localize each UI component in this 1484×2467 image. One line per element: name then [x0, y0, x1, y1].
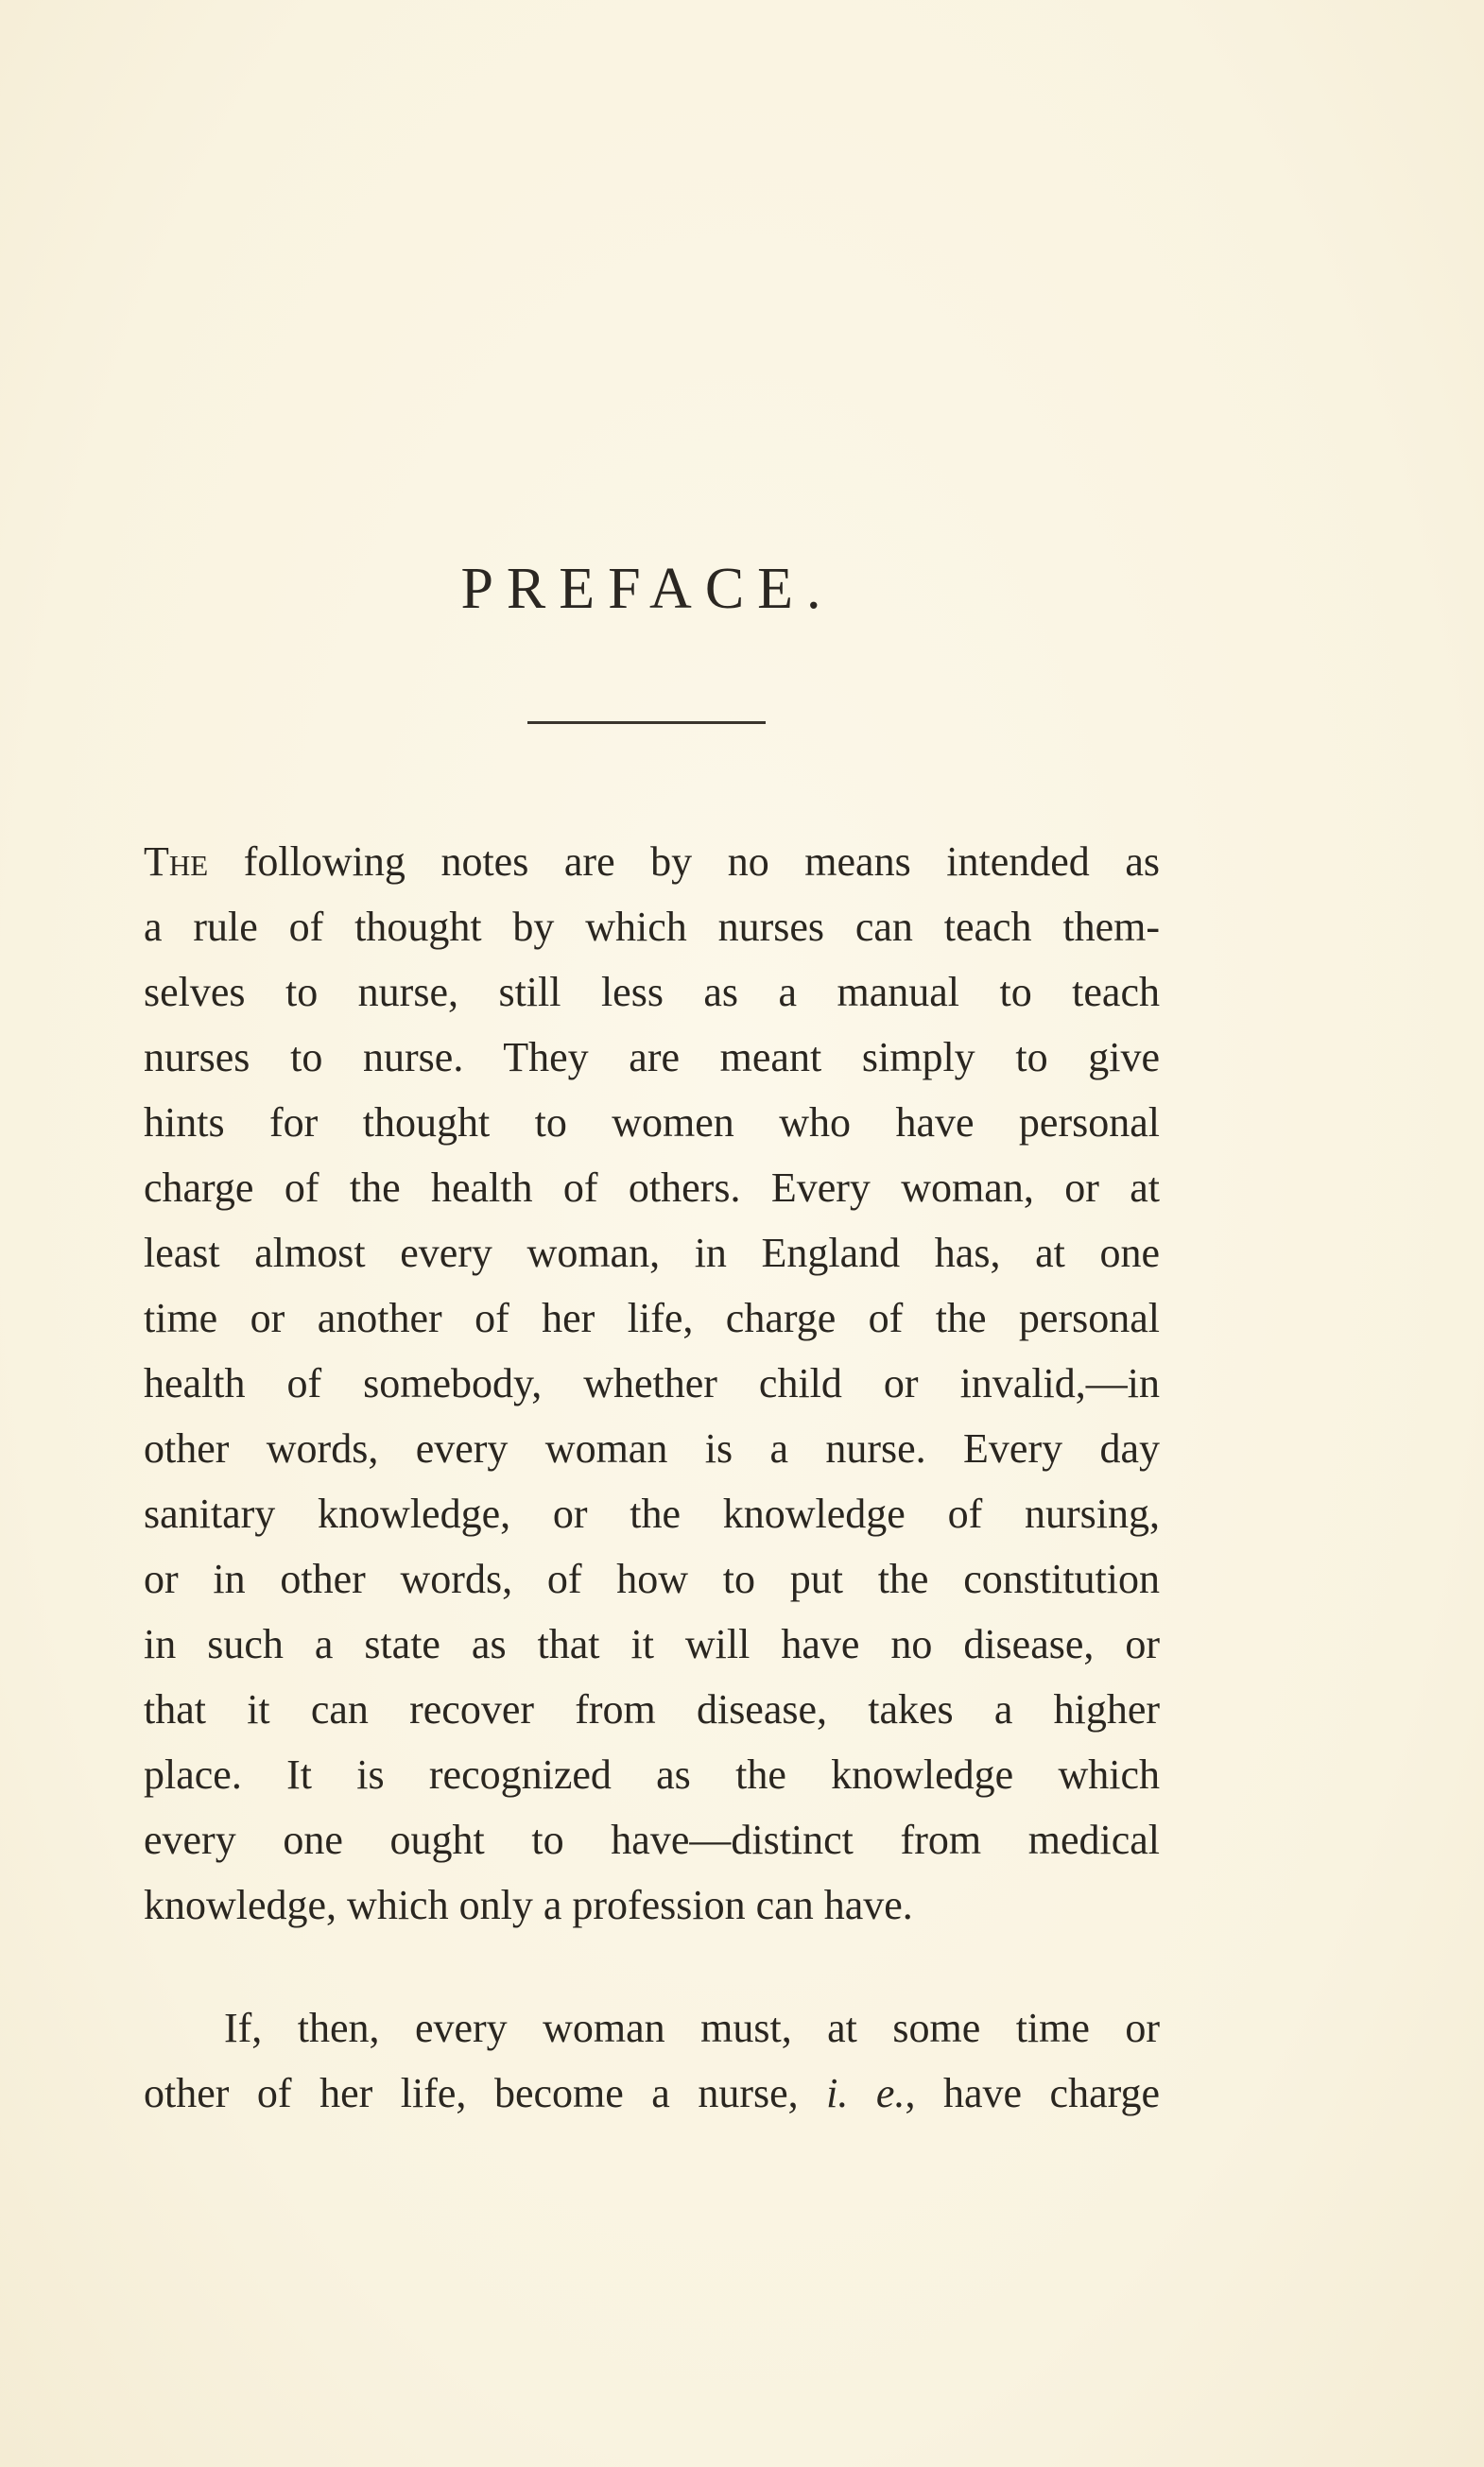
- text-line: place. It is recognized as the knowledge which: [144, 1751, 1160, 1798]
- text-line: hints for thought to women who have personal: [144, 1099, 1160, 1146]
- italic-abbrev: e.: [875, 2070, 906, 2116]
- text-line: every one ought to have—distinct from medical: [144, 1817, 1160, 1863]
- text-line: or in other words, of how to put the constitution: [144, 1556, 1160, 1602]
- text-line: [144, 829, 1160, 894]
- text-line: nurses to nurse. They are meant simply to give: [144, 1034, 1160, 1080]
- text-line: time or another of her life, charge of the personal: [144, 1295, 1160, 1341]
- title-divider: [527, 721, 766, 724]
- paragraph-2: [144, 1995, 1160, 2126]
- lead-word: The: [144, 838, 209, 885]
- italic-abbrev: i.: [826, 2070, 849, 2116]
- text-line: knowledge, which only a profession can have.: [144, 1882, 913, 1928]
- text-line-content: following notes are by no means intended as: [208, 838, 1160, 885]
- text-line: health of somebody, whether child or invalid,—in: [144, 1360, 1160, 1406]
- text-line: a rule of thought by which nurses can teach them-: [144, 904, 1160, 950]
- text-fragment: other of her life, become a nurse,: [144, 2070, 827, 2116]
- text-line: least almost every woman, in England has, at one: [144, 1230, 1160, 1276]
- text-line: in such a state as that it will have no disease, or: [144, 1621, 1160, 1667]
- page-title: PREFACE.: [460, 557, 835, 621]
- text-line: that it can recover from disease, takes a higher: [144, 1686, 1160, 1733]
- text-fragment: [848, 2070, 876, 2116]
- text-line: selves to nurse, still less as a manual to teach: [144, 969, 1160, 1015]
- text-line: [144, 2061, 1160, 2126]
- paragraph-1: [144, 829, 1160, 1938]
- text-line: other words, every woman is a nurse. Every day: [144, 1425, 1160, 1472]
- text-fragment: , have charge: [905, 2070, 1160, 2116]
- text-line: sanitary knowledge, or the knowledge of nursing,: [144, 1491, 1160, 1537]
- text-line: charge of the health of others. Every woman, or at: [144, 1164, 1160, 1211]
- text-line: If, then, every woman must, at some time or: [224, 2005, 1160, 2051]
